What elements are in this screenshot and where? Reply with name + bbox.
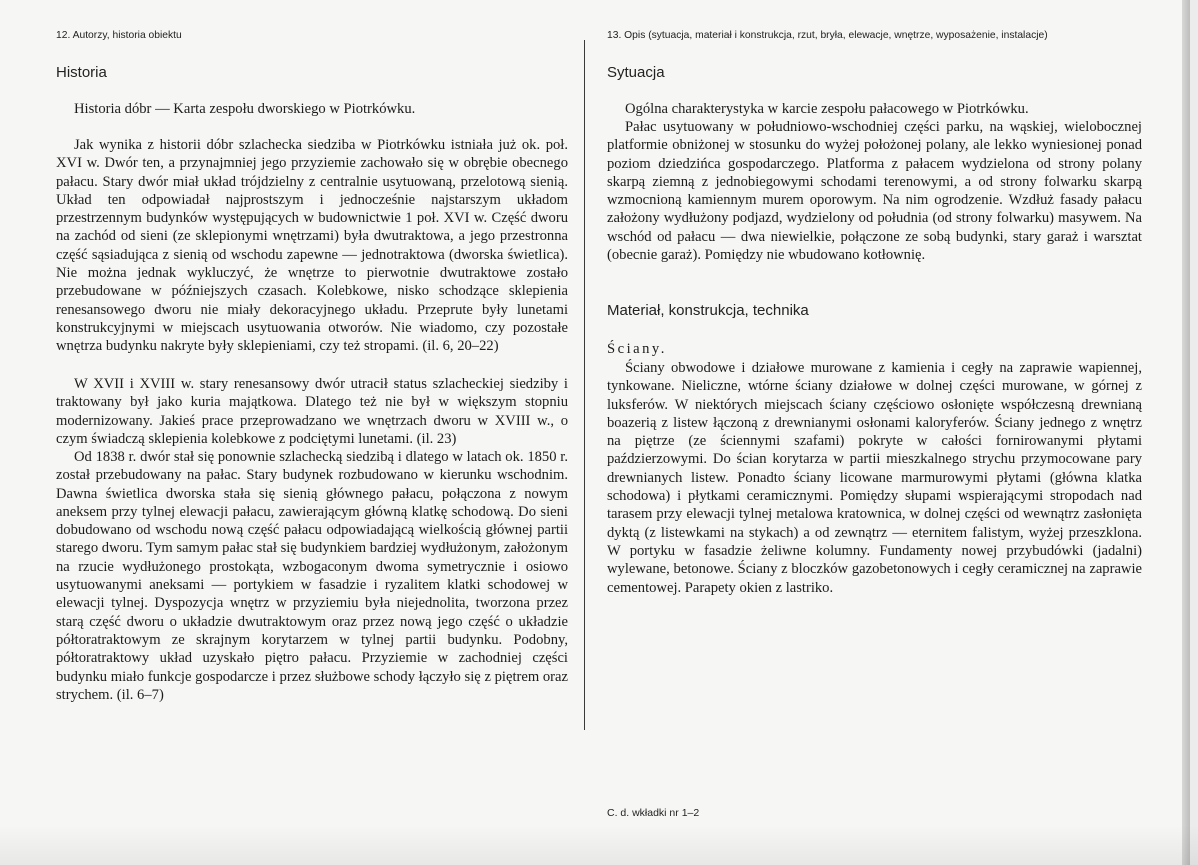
page-edge-shadow [1182, 0, 1190, 865]
section-title-sytuacja: Sytuacja [607, 64, 665, 81]
history-paragraph-1: Jak wynika z historii dóbr szlachecka siedziba w Piotrkówku istniała już ok. poł. XVI w. Dwór ten, a przynajmniej jego przyziemie zachowało się w obrębie obecnego pałacu. Stary dwór miał układ trójdzielny z centralnie usytuowaną, przelotową sienią. Układ ten odpowiadał najprostszym i jednocześnie najstarszym układom przestrzennym budynków występujących w budownictwie 1 poł. XVI w. Część dworu na zachód od sieni (ze sklepionymi wnętrzami) była dwutraktowa, a jego przestronna część sąsiadująca z sienią od wschodu zapewne — jednotraktowa (dworska świetlica). Nie można jednak wykluczyć, że wnętrze to pierwotnie dwutraktowe zostało przebudowane w późniejszych czasach. Kolebkowe, nisko schodzące sklepienia renesansowego dworu nie miały dekoracyjnego układu. Przeprute były lunetami konstrukcyjnymi w miejscach usytuowania otworów. Nie wiadomo, czy pozostałe wnętrza budynku nakryte były sklepieniami, czy też stropami. (il. 6, 20–22) [56, 137, 568, 355]
history-paragraph-2: W XVII i XVIII w. stary renesansowy dwór utracił status szlacheckiej siedziby i traktowany był jako kuria majątkowa. Dlatego też nie był w większym stopniu modernizowany. Jakieś prace przeprowadzano we wnętrzach dworu w XVIII w., o czym świadczą sklepienia kolebkowe z podciętymi lunetami. (il. 23) [56, 376, 568, 447]
left-column-header: 12. Autorzy, historia obiektu [56, 30, 182, 41]
page-bottom-shadow [0, 825, 1198, 865]
walls-paragraph: Ściany obwodowe i działowe murowane z kamienia i cegły na zaprawie wapiennej, tynkowane. Nieliczne, wtórne ściany działowe w dolnej części murowane, w górnej z luksferów. W niektórych miejscach ściany częściowo osłonięte współczesną drewnianą boazerią z listew łączoną z drewnianymi osłonami kaloryferów. Ściany jednego z wnętrz na piętrze (ze ściennymi szafami) pokryte w całości fornirowanymi płytami paździerzowymi. Do ścian korytarza w partii mieszkalnego strychu przymocowane pary drewnianych listew. Ponadto ściany licowane marmurowymi płytami (główna klatka schodowa) i płytkami ceramicznymi. Pomiędzy słupami wspierającymi stropodach nad tarasem przy elewacji tylnej metalowa kratownica, w dolnej części od wewnątrz zasłonięta dyktą (z listewkami na stykach) a od zewnątrz — eternitem falistym, wyżej przeszklona. W portyku w fasadzie żeliwne kolumny. Fundamenty nowej przybudówki (jadalni) wylewane, betonowe. Ściany z bloczków gazobetonowych i cegły ceramicznej na zaprawie cementowej. Parapety okien z lastriko. [607, 360, 1142, 596]
continuation-note: C. d. wkładki nr 1–2 [607, 807, 700, 819]
section-title-historia: Historia [56, 64, 107, 81]
history-intro: Historia dóbr — Karta zespołu dworskiego w Piotrkówku. [74, 101, 416, 117]
column-divider [584, 40, 585, 730]
walls-subheading: Ściany. [607, 341, 667, 357]
situation-paragraph: Pałac usytuowany w południowo-wschodniej części parku, na wąskiej, wielobocznej platformie obniżonej w stosunku do wyżej położonej polany, ale lekko wyniesionej ponad poziom dziedzińca gospodarczego. Platforma z pałacem wydzielona od strony polany skarpą ziemną z jednobiegowymi schodami terenowymi, a od strony folwarku skarpą wzmocnioną kamiennym murem oporowym. Na nim ogrodzenie. Wzdłuż fasady pałacu założony wydłużony podjazd, wydzielony od południa (od strony folwarku) masywem. Na wschód od pałacu — dwa niewielkie, połączone ze sobą budynki, stary garaż i warsztat (obecnie garaż). Pomiędzy nie wbudowano kotłownię. [607, 119, 1142, 264]
history-paragraph-3: Od 1838 r. dwór stał się ponownie szlachecką siedzibą i dlatego w latach ok. 1850 r. został przebudowany na pałac. Stary budynek rozbudowano w kierunku wschodnim. Dawna świetlica dworska stała się sienią głównego pałacu, połączona z nowym aneksem przy tylnej elewacji pałacu, zawierającym główną klatkę schodową. Do sieni dobudowano od wschodu nową część pałacu odpowiadającą wielkością głównej partii starego dworu. Tym samym pałac stał się budynkiem bardziej wydłużonym, założonym na rzucie wydłużonego prostokąta, wzbogaconym dwoma symetrycznie i osiowo usytuowanymi aneksami — portykiem w fasadzie i ryzalitem klatki schodowej w elewacji tylnej. Dyspozycja wnętrz w przyziemiu była niejednolita, tworzona przez starą część dworu o układzie dwutraktowym oraz przez nową jego część o układzie półtoratraktowym ze skrajnym korytarzem w tylnej partii budynku. Podobny, półtoratraktowy układ uzyskało piętro pałacu. Przyziemie w zachodniej części budynku miało funkcje gospodarcze i przez służbowe schody łączyło się z piętrem oraz strychem. (il. 6–7) [56, 449, 568, 703]
right-column-header: 13. Opis (sytuacja, materiał i konstrukcja, rzut, bryła, elewacje, wnętrze, wyposażenie, instalacje) [607, 30, 1048, 41]
section-title-material: Materiał, konstrukcja, technika [607, 302, 809, 319]
situation-intro: Ogólna charakterystyka w karcie zespołu pałacowego w Piotrkówku. [625, 101, 1029, 117]
